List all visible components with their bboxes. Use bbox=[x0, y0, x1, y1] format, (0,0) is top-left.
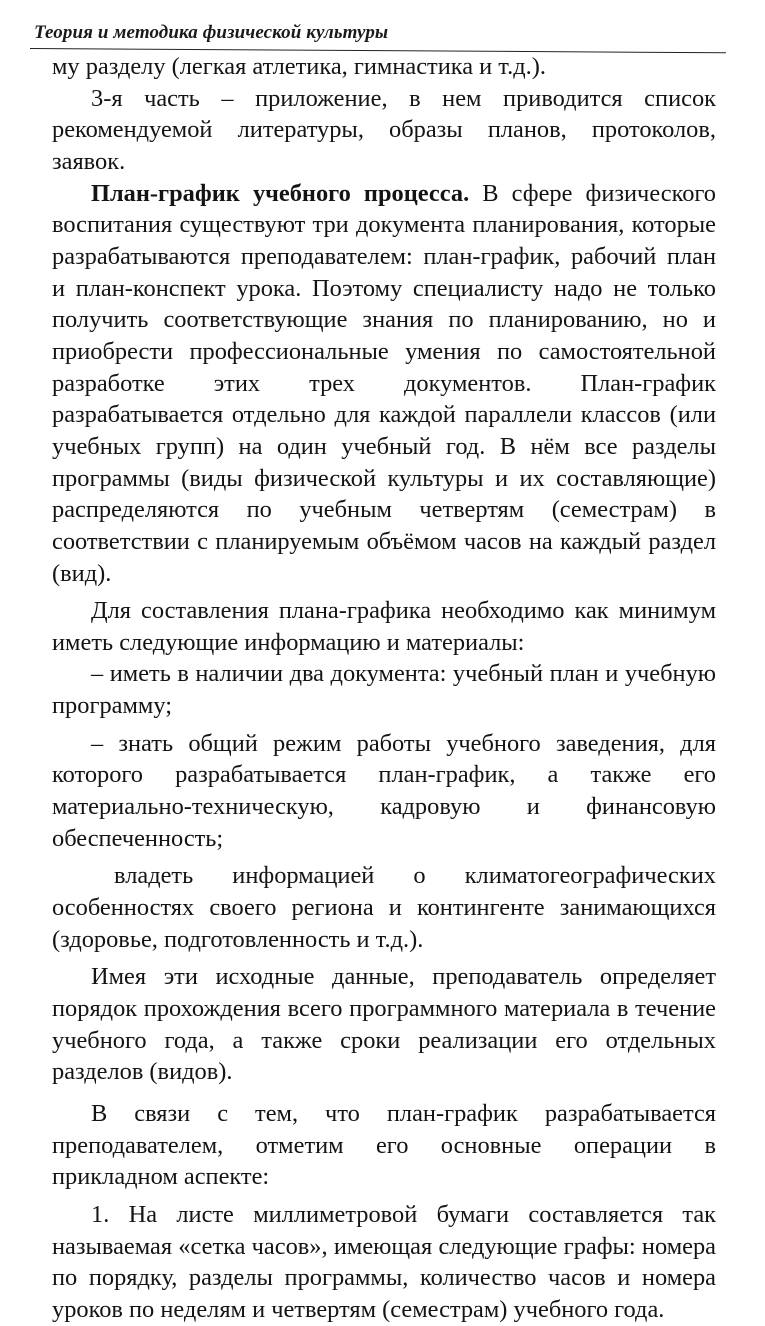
run-in-heading: План-график учебного процесса. bbox=[91, 179, 470, 207]
paragraph-requirements-intro: Для составления плана-графика необходимо как минимум иметь следующие информацию и материалы: bbox=[52, 597, 716, 656]
paragraph-plan-schedule bbox=[52, 178, 716, 590]
paragraph-plan-schedule-text: В сфере физического воспитания существуют три документа планирования, которые разрабатываются преподавателем: план-график, рабочий план и план-конспект урока. Поэтому специалисту надо не только получить соответствующие знания по планированию, но и приобрести профессиональные умения по самостоятельной разработке этих трех документов. План-график разрабатывается отдельно для каждой параллели классов (или учебных групп) на один учебный год. В нём все разделы программы (виды физической культуры и их составляющие) распределяются по учебным четвертям (семестрам) в соответствии с планируемым объёмом часов на каждый раздел (вид). bbox=[52, 179, 716, 587]
list-item-regime: – знать общий режим работы учебного заведения, для которого разрабатывается план-график, а также его материально-техническую, кадровую и финансовую обеспеченность; bbox=[52, 729, 716, 852]
paragraph-appendix: 3-я часть – приложение, в нем приводится список рекомендуемой литературы, образы планов, протоколов, заявок. bbox=[52, 84, 716, 175]
paragraph-source-data: Имея эти исходные данные, преподаватель определяет порядок прохождения всего программного материала в течение учебного года, а также сроки реализации его отдельных разделов (видов). bbox=[52, 963, 716, 1086]
list-item-documents: – иметь в наличии два документа: учебный план и учебную программу; bbox=[52, 660, 716, 720]
list-item-climate: владеть информацией о климатогеографических особенностях своего региона и контингенте занимающихся (здоровье, подготовленность и т.д.). bbox=[52, 862, 716, 953]
body-text bbox=[52, 51, 716, 1326]
list-item-grid-of-hours: 1. На листе миллиметровой бумаги составляется так называемая «сетка часов», имеющая следующие графы: номера по порядку, разделы программы, количество часов и номера уроков по неделям и четвертям (семестрам) учебного года. bbox=[52, 1200, 716, 1323]
running-header: Теория и методика физической культуры bbox=[34, 22, 389, 43]
paragraph-continuation: му разделу (легкая атлетика, гимнастика и т.д.). bbox=[52, 53, 546, 80]
paragraph-operations-intro: В связи с тем, что план-график разрабатывается преподавателем, отметим его основные операции в прикладном аспекте: bbox=[52, 1100, 716, 1191]
